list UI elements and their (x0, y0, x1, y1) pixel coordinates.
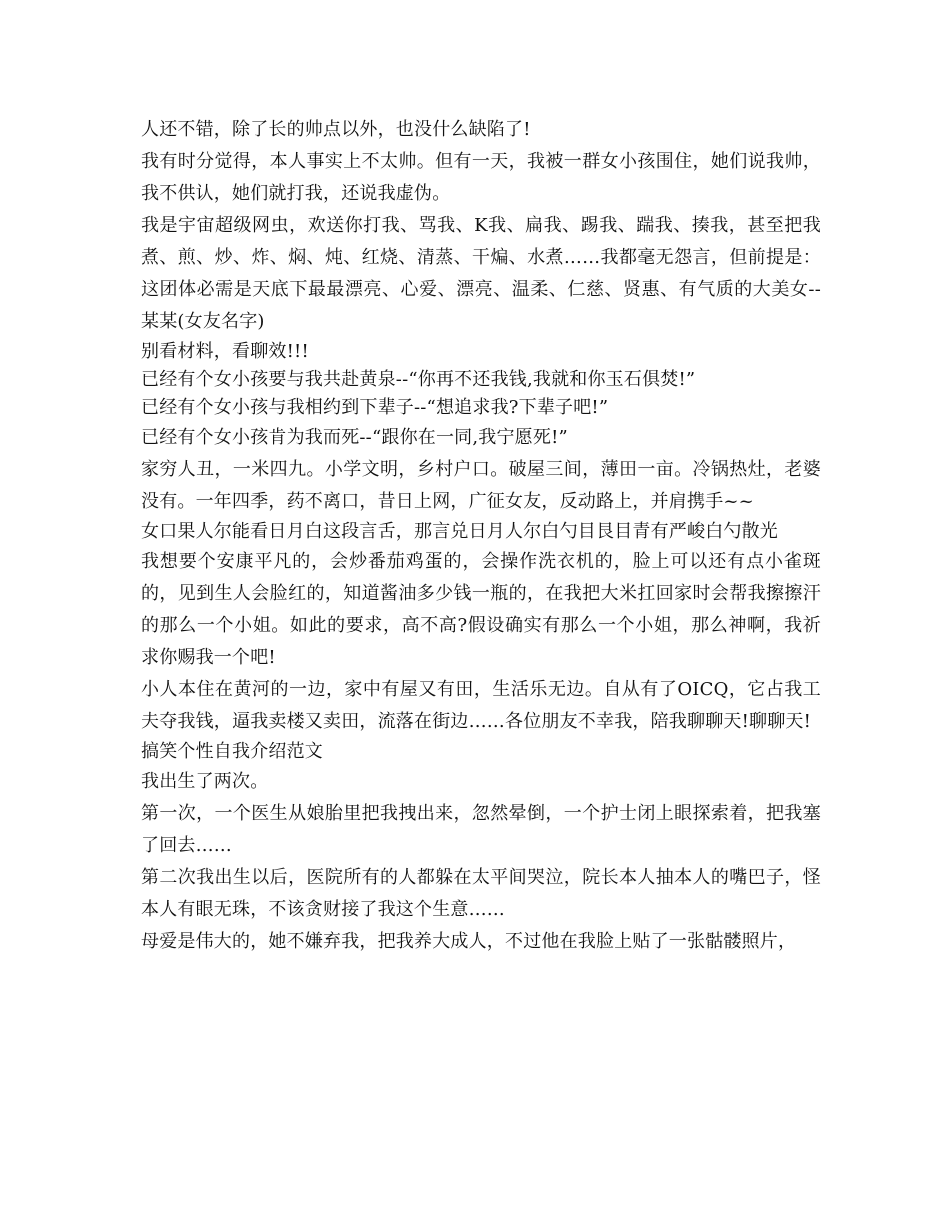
paragraph-8: 家穷人丑，一米四九。小学文明，乡村户口。破屋三间，薄田一亩。冷锅热灶，老婆没有。一年四季，药不离口，昔日上网，广征女友，反动路上，并肩携手~~ (141, 459, 821, 512)
paragraph-1: 人还不错，除了长的帅点以外，也没什么缺陷了! (141, 119, 531, 140)
paragraph-9: 女口果人尔能看日月白这段言舌，那言兑日月人尔白勺目艮目青有严峻白勺散光 (141, 521, 778, 542)
paragraph-7: 已经有个女小孩肯为我而死--“跟你在一同,我宁愿死!” (141, 427, 568, 448)
paragraph-12: 我出生了两次。 (141, 771, 269, 792)
paragraph-11: 小人本住在黄河的一边，家中有屋又有田，生活乐无边。自从有了OICQ，它占我工夫夺我钱，逼我卖楼又卖田，流落在街边……各位朋友不幸我，陪我聊聊天!聊聊天! (141, 679, 821, 732)
paragraph-14: 第二次我出生以后，医院所有的人都躲在太平间哭泣，院长本人抽本人的嘴巴子，怪本人有眼无珠，不该贪财接了我这个生意…… (141, 867, 821, 920)
paragraph-6: 已经有个女小孩与我相约到下辈子--“想追求我?下辈子吧!” (141, 397, 609, 418)
paragraph-2: 我有时分觉得，本人事实上不太帅。但有一天，我被一群女小孩围住，她们说我帅，我不供认，她们就打我，还说我虚伪。 (141, 151, 821, 204)
paragraph-10: 我想要个安康平凡的，会炒番茄鸡蛋的，会操作洗衣机的，脸上可以还有点小雀斑的，见到生人会脸红的，知道酱油多少钱一瓶的，在我把大米扛回家时会帮我擦擦汗的那么一个小姐。如此的要求，高不高?假设确实有那么一个小姐，那么神啊，我祈求你赐我一个吧! (141, 551, 821, 668)
paragraph-3: 我是宇宙超级网虫，欢送你打我、骂我、K我、扁我、踢我、踹我、揍我，甚至把我煮、煎、炒、炸、焖、炖、红烧、清蒸、干煸、水煮……我都毫无怨言，但前提是：这团体必需是天底下最最漂亮、心爱、漂亮、温柔、仁慈、贤惠、有气质的大美女--某某(女友名字) (141, 215, 821, 332)
paragraph-15: 母爱是伟大的，她不嫌弃我，把我养大成人，不过他在我脸上贴了一张骷髅照片， (141, 931, 797, 952)
section-heading: 搞笑个性自我介绍范文 (141, 741, 323, 762)
paragraph-13: 第一次，一个医生从娘胎里把我拽出来，忽然晕倒，一个护士闭上眼探索着，把我塞了回去…… (141, 803, 821, 856)
paragraph-5: 已经有个女小孩要与我共赴黄泉--“你再不还我钱,我就和你玉石俱焚!” (141, 369, 696, 390)
document-body (141, 114, 821, 958)
paragraph-4: 别看材料，看聊效!!! (141, 341, 309, 362)
